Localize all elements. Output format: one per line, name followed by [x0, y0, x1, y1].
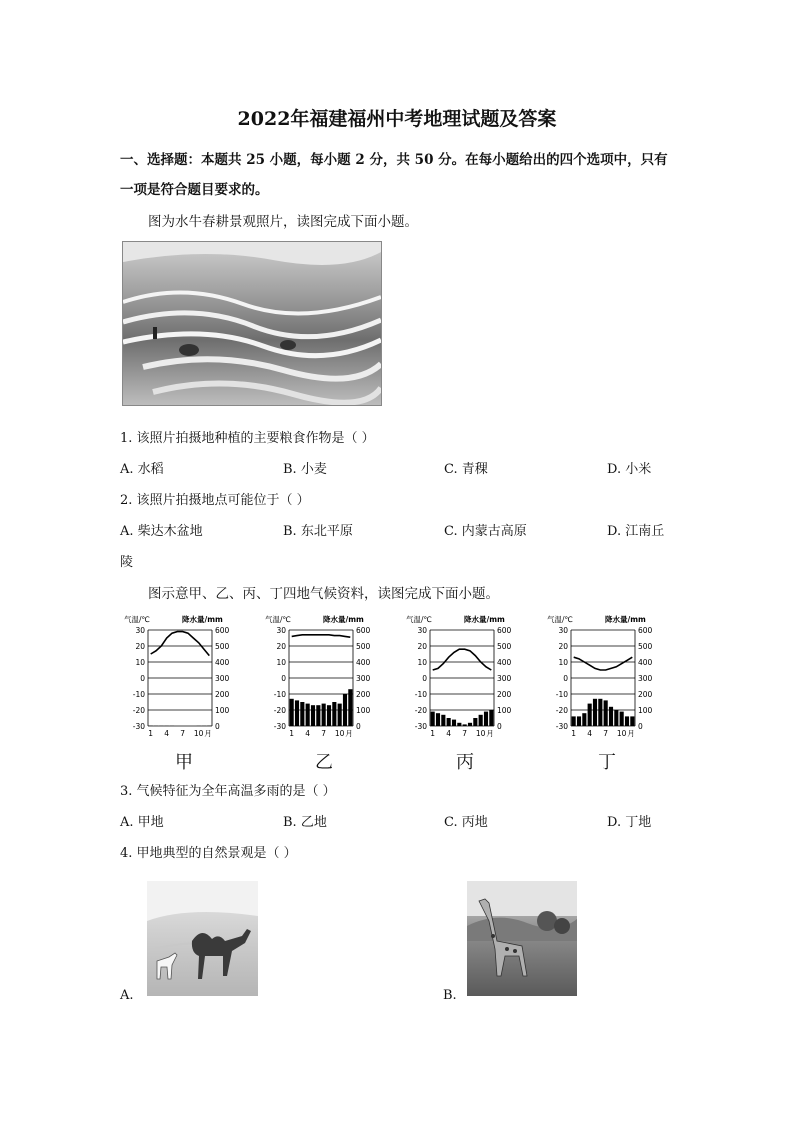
temp-tick: 10 — [558, 658, 568, 667]
precip-tick: 0 — [497, 722, 502, 731]
precip-bar — [327, 705, 331, 726]
chart-label-bing: 丙 — [456, 752, 474, 773]
month-tick: 1 — [571, 729, 577, 738]
precip-tick: 500 — [356, 642, 371, 651]
precip-bar — [463, 724, 467, 726]
precip-tick: 0 — [356, 722, 361, 731]
q2-option-d[interactable]: D. 江南丘 — [607, 524, 665, 539]
temp-tick: 0 — [563, 674, 568, 683]
precip-bar — [457, 723, 461, 726]
precip-bar — [343, 694, 347, 726]
precip-bar — [290, 699, 294, 726]
precip-bar — [625, 716, 629, 726]
month-tick: 月 — [486, 729, 494, 738]
precip-tick: 0 — [215, 722, 220, 731]
precip-axis-title: 降水量/mm — [605, 615, 646, 624]
precip-bar — [300, 702, 304, 726]
precip-bar — [431, 712, 435, 726]
precip-bar — [306, 704, 310, 726]
temp-tick: 10 — [135, 658, 145, 667]
precip-tick: 600 — [215, 626, 230, 635]
precip-bar — [332, 702, 336, 726]
precip-tick: 300 — [638, 674, 653, 683]
month-tick: 1 — [148, 729, 154, 738]
precip-tick: 0 — [638, 722, 643, 731]
month-tick: 4 — [305, 729, 311, 738]
precip-tick: 500 — [638, 642, 653, 651]
temp-axis-title: 气温/℃ — [265, 615, 291, 624]
temp-axis-title: 气温/℃ — [547, 615, 573, 624]
temp-tick: -30 — [555, 722, 568, 731]
precip-tick: 400 — [356, 658, 371, 667]
page-title: 2022年福建福州中考地理试题及答案 — [237, 108, 557, 130]
precip-tick: 100 — [638, 706, 653, 715]
precip-bar — [598, 699, 602, 726]
precip-tick: 600 — [497, 626, 512, 635]
month-tick: 7 — [603, 729, 609, 738]
precip-bar — [484, 712, 488, 726]
precip-bar — [572, 716, 576, 726]
month-tick: 4 — [164, 729, 170, 738]
month-tick: 月 — [345, 729, 353, 738]
month-tick: 4 — [446, 729, 452, 738]
month-tick: 月 — [204, 729, 212, 738]
q1-option-a[interactable]: A. 水稻 — [120, 462, 164, 477]
month-tick: 10 — [334, 729, 345, 738]
precip-bar — [620, 712, 624, 726]
q1-option-b[interactable]: B. 小麦 — [283, 462, 327, 477]
q2-option-b[interactable]: B. 东北平原 — [283, 524, 353, 539]
temp-tick: -10 — [555, 690, 568, 699]
temperature-line — [574, 657, 633, 670]
temp-tick: 30 — [135, 626, 145, 635]
precip-bar — [441, 715, 445, 726]
precip-bar — [614, 710, 618, 726]
temp-tick: -10 — [414, 690, 427, 699]
temp-tick: -10 — [132, 690, 145, 699]
precip-axis-title: 降水量/mm — [182, 615, 223, 624]
desert-camel-image[interactable] — [147, 881, 258, 996]
q2-option-c[interactable]: C. 内蒙古高原 — [444, 524, 527, 539]
temp-tick: 20 — [276, 642, 286, 651]
temp-tick: -30 — [273, 722, 286, 731]
temp-tick: 20 — [135, 642, 145, 651]
temperature-line — [292, 635, 351, 637]
q3-option-c[interactable]: C. 丙地 — [444, 815, 488, 830]
precip-bar — [604, 700, 608, 726]
q1-stem: 1. 该照片拍摄地种植的主要粮食作物是（ ） — [120, 431, 375, 446]
month-tick: 10 — [475, 729, 486, 738]
temp-tick: 10 — [276, 658, 286, 667]
q1-option-d[interactable]: D. 小米 — [607, 462, 652, 477]
temp-tick: 0 — [281, 674, 286, 683]
section-heading-line2: 一项是符合题目要求的。 — [120, 182, 269, 198]
terrace-photo — [122, 241, 382, 406]
month-tick: 7 — [180, 729, 186, 738]
precip-tick: 600 — [356, 626, 371, 635]
chart-label-ding: 丁 — [598, 752, 616, 773]
q4-option-a[interactable]: A. — [120, 988, 134, 1003]
precip-bar — [577, 716, 581, 726]
temp-tick: 0 — [422, 674, 427, 683]
temp-tick: 20 — [417, 642, 427, 651]
precip-tick: 300 — [497, 674, 512, 683]
temp-tick: -20 — [555, 706, 568, 715]
month-tick: 7 — [321, 729, 327, 738]
temperature-line — [151, 632, 210, 656]
temp-tick: -20 — [414, 706, 427, 715]
month-tick: 1 — [289, 729, 295, 738]
month-tick: 10 — [616, 729, 627, 738]
q2-stem: 2. 该照片拍摄地点可能位于（ ） — [120, 493, 310, 508]
precip-tick: 200 — [356, 690, 371, 699]
precip-bar — [338, 704, 342, 726]
precip-tick: 200 — [215, 690, 230, 699]
precip-tick: 200 — [638, 690, 653, 699]
intro-climate: 图示意甲、乙、丙、丁四地气候资料，读图完成下面小题。 — [148, 586, 499, 602]
precip-bar — [588, 704, 592, 726]
precip-bar — [322, 704, 326, 726]
q4-stem: 4. 甲地典型的自然景观是（ ） — [120, 846, 297, 861]
precip-tick: 500 — [215, 642, 230, 651]
precip-tick: 100 — [356, 706, 371, 715]
precip-bar — [436, 713, 440, 726]
precip-tick: 400 — [638, 658, 653, 667]
temp-tick: -30 — [132, 722, 145, 731]
precip-tick: 600 — [638, 626, 653, 635]
temp-axis-title: 气温/℃ — [406, 615, 432, 624]
section-heading-line1: 一、选择题：本题共 25 小题，每小题 2 分，共 50 分。在每小题给出的四个选项中，只有 — [120, 152, 668, 168]
month-tick: 4 — [587, 729, 593, 738]
precip-bar — [582, 713, 586, 726]
temperature-line — [433, 649, 492, 670]
climate-chart-jia — [122, 612, 262, 747]
precip-tick: 400 — [215, 658, 230, 667]
precip-bar — [593, 699, 597, 726]
precip-bar — [316, 705, 320, 726]
month-tick: 月 — [627, 729, 635, 738]
temp-tick: -30 — [414, 722, 427, 731]
precip-tick: 100 — [215, 706, 230, 715]
savanna-giraffe-image[interactable] — [467, 881, 577, 996]
precip-tick: 500 — [497, 642, 512, 651]
precip-tick: 100 — [497, 706, 512, 715]
month-tick: 10 — [193, 729, 204, 738]
q1-option-c[interactable]: C. 青稞 — [444, 462, 488, 477]
intro-photo: 图为水牛春耕景观照片，读图完成下面小题。 — [148, 214, 418, 230]
chart-label-yi: 乙 — [315, 752, 333, 773]
precip-tick: 300 — [356, 674, 371, 683]
climate-chart-bing — [404, 612, 544, 747]
q3-stem: 3. 气候特征为全年高温多雨的是（ ） — [120, 784, 336, 799]
q4-option-b[interactable]: B. — [443, 988, 457, 1003]
temp-tick: -10 — [273, 690, 286, 699]
temp-tick: 20 — [558, 642, 568, 651]
precip-tick: 300 — [215, 674, 230, 683]
precip-axis-title: 降水量/mm — [464, 615, 505, 624]
q2-option-a[interactable]: A. 柴达木盆地 — [120, 524, 203, 539]
temp-tick: 0 — [140, 674, 145, 683]
q3-option-a[interactable]: A. 甲地 — [120, 815, 164, 830]
precip-bar — [489, 710, 493, 726]
temp-tick: 30 — [276, 626, 286, 635]
climate-chart-ding — [545, 612, 685, 747]
precip-bar — [473, 718, 477, 726]
climate-chart-yi — [263, 612, 403, 747]
q3-option-d[interactable]: D. 丁地 — [607, 815, 652, 830]
temp-tick: -20 — [273, 706, 286, 715]
precip-bar — [447, 718, 451, 726]
temp-tick: 30 — [417, 626, 427, 635]
q2-option-d-wrap: 陵 — [120, 555, 134, 570]
precip-bar — [609, 707, 613, 726]
temp-tick: 30 — [558, 626, 568, 635]
temp-tick: -20 — [132, 706, 145, 715]
precip-tick: 200 — [497, 690, 512, 699]
chart-label-jia: 甲 — [175, 752, 193, 773]
precip-tick: 400 — [497, 658, 512, 667]
precip-bar — [468, 723, 472, 726]
precip-bar — [630, 716, 634, 726]
precip-bar — [311, 705, 315, 726]
precip-bar — [348, 689, 352, 726]
temp-axis-title: 气温/℃ — [124, 615, 150, 624]
temp-tick: 10 — [417, 658, 427, 667]
precip-bar — [295, 700, 299, 726]
q3-option-b[interactable]: B. 乙地 — [283, 815, 327, 830]
precip-axis-title: 降水量/mm — [323, 615, 364, 624]
precip-bar — [479, 715, 483, 726]
month-tick: 7 — [462, 729, 468, 738]
month-tick: 1 — [430, 729, 436, 738]
precip-bar — [452, 720, 456, 726]
